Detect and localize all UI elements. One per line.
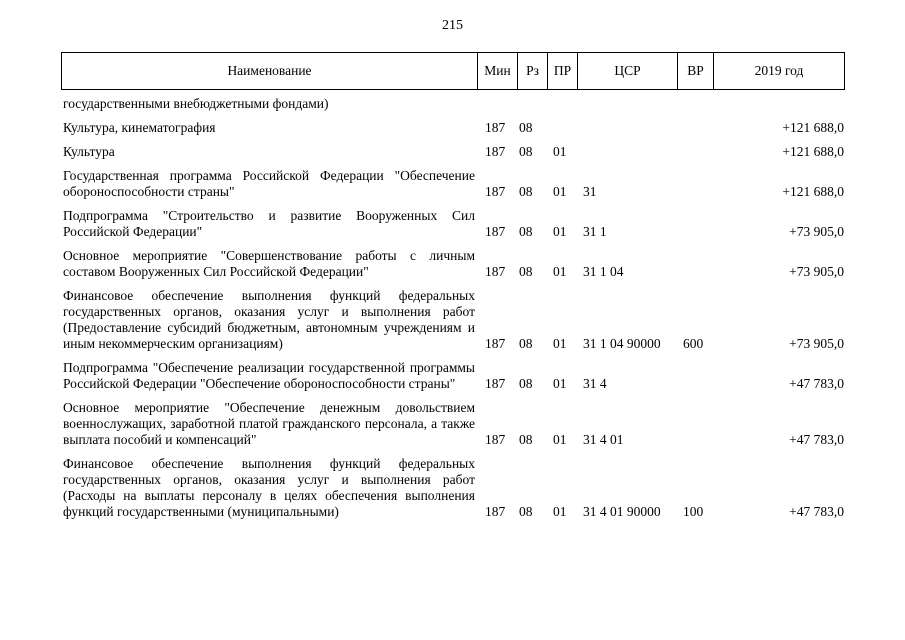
cell-csr: 31 4	[583, 376, 607, 391]
cell-name: государственными внебюджетными фондами)	[63, 96, 329, 111]
column-header-pr: ПР	[548, 53, 578, 90]
cell-amount: +73 905,0	[789, 336, 844, 351]
table-row	[61, 448, 844, 520]
cell-rz: 08	[519, 184, 533, 199]
cell-rz: 08	[519, 120, 533, 135]
column-header-csr: ЦСР	[578, 53, 678, 90]
cell-rz: 08	[519, 504, 533, 519]
cell-csr	[577, 136, 677, 160]
cell-min: 187	[485, 224, 506, 239]
page-number: 215	[442, 18, 463, 33]
cell-vr	[677, 160, 717, 200]
cell-vr	[677, 240, 717, 280]
cell-min: 187	[485, 432, 506, 447]
cell-vr	[677, 136, 717, 160]
cell-name: Подпрограмма "Обеспечение реализации государственной программы Российской Федерации "Обеспечение обороноспособности страны"	[63, 360, 475, 391]
table-row	[61, 136, 844, 160]
cell-csr: 31 1	[583, 224, 607, 239]
column-header-name: Наименование	[62, 53, 478, 90]
table-row	[61, 200, 844, 240]
cell-pr: 01	[553, 184, 567, 199]
cell-vr	[677, 200, 717, 240]
cell-min: 187	[485, 120, 506, 135]
column-header-vr: ВР	[678, 53, 714, 90]
cell-name: Государственная программа Российской Федерации "Обеспечение обороноспособности страны"	[63, 168, 475, 199]
cell-amount: +47 783,0	[789, 432, 844, 447]
cell-pr: 01	[553, 224, 567, 239]
cell-csr: 31 4 01	[583, 432, 624, 447]
table-row	[61, 92, 844, 112]
table-row	[61, 160, 844, 200]
cell-pr: 01	[553, 336, 567, 351]
table-row	[61, 280, 844, 352]
cell-csr: 31 1 04 90000	[583, 336, 661, 351]
cell-vr: 100	[683, 504, 704, 519]
cell-rz: 08	[519, 336, 533, 351]
cell-vr	[677, 352, 717, 392]
table-row	[61, 392, 844, 448]
cell-csr: 31 4 01 90000	[583, 504, 661, 519]
cell-csr	[577, 112, 677, 136]
cell-csr	[577, 92, 677, 112]
cell-vr	[677, 112, 717, 136]
table-row	[61, 112, 844, 136]
table-row	[61, 240, 844, 280]
cell-min: 187	[485, 144, 506, 159]
cell-pr: 01	[553, 504, 567, 519]
cell-min: 187	[485, 184, 506, 199]
cell-pr: 01	[553, 376, 567, 391]
cell-name: Основное мероприятие "Обеспечение денежным довольствием военнослужащих, заработной платой гражданского персонала, а также выплата пособий и компенсаций"	[63, 400, 475, 447]
cell-amount: +73 905,0	[789, 224, 844, 239]
cell-name: Подпрограмма "Строительство и развитие Вооруженных Сил Российской Федерации"	[63, 208, 475, 239]
cell-rz: 08	[519, 432, 533, 447]
cell-name: Культура, кинематография	[63, 120, 216, 135]
cell-pr: 01	[553, 144, 567, 159]
cell-amount: +121 688,0	[782, 120, 844, 135]
cell-csr: 31	[583, 184, 597, 199]
cell-min: 187	[485, 376, 506, 391]
cell-csr: 31 1 04	[583, 264, 624, 279]
cell-min: 187	[485, 264, 506, 279]
table-row	[61, 352, 844, 392]
cell-min	[479, 92, 515, 112]
cell-pr	[543, 92, 577, 112]
cell-amount: +121 688,0	[782, 144, 844, 159]
cell-min: 187	[485, 336, 506, 351]
cell-rz: 08	[519, 376, 533, 391]
cell-min: 187	[485, 504, 506, 519]
cell-amount: +121 688,0	[782, 184, 844, 199]
cell-vr	[677, 392, 717, 448]
cell-amount: +73 905,0	[789, 264, 844, 279]
cell-vr	[677, 92, 717, 112]
cell-vr: 600	[683, 336, 704, 351]
cell-pr	[543, 112, 577, 136]
cell-name: Финансовое обеспечение выполнения функций федеральных государственных органов, оказания услуг и выполнения работ (Расходы на выплаты персоналу в целях обеспечения выполнения функций государственными (муниципальными)	[63, 456, 475, 519]
cell-name: Культура	[63, 144, 115, 159]
column-header-rz: Рз	[518, 53, 548, 90]
cell-rz: 08	[519, 144, 533, 159]
cell-pr: 01	[553, 432, 567, 447]
cell-amount: +47 783,0	[789, 504, 844, 519]
cell-rz: 08	[519, 224, 533, 239]
cell-amount	[717, 92, 844, 112]
cell-name: Основное мероприятие "Совершенствование работы с личным составом Вооруженных Сил Российской Федерации"	[63, 248, 475, 279]
budget-table	[61, 92, 844, 520]
column-header-year: 2019 год	[714, 53, 845, 90]
cell-amount: +47 783,0	[789, 376, 844, 391]
column-header-min: Мин	[478, 53, 518, 90]
cell-rz: 08	[519, 264, 533, 279]
table-header	[61, 52, 845, 90]
cell-pr: 01	[553, 264, 567, 279]
cell-name: Финансовое обеспечение выполнения функций федеральных государственных органов, оказания услуг и выполнения работ (Предоставление субсидий бюджетным, автономным учреждениям и иным некоммерческим организациям)	[63, 288, 475, 351]
cell-rz	[515, 92, 543, 112]
